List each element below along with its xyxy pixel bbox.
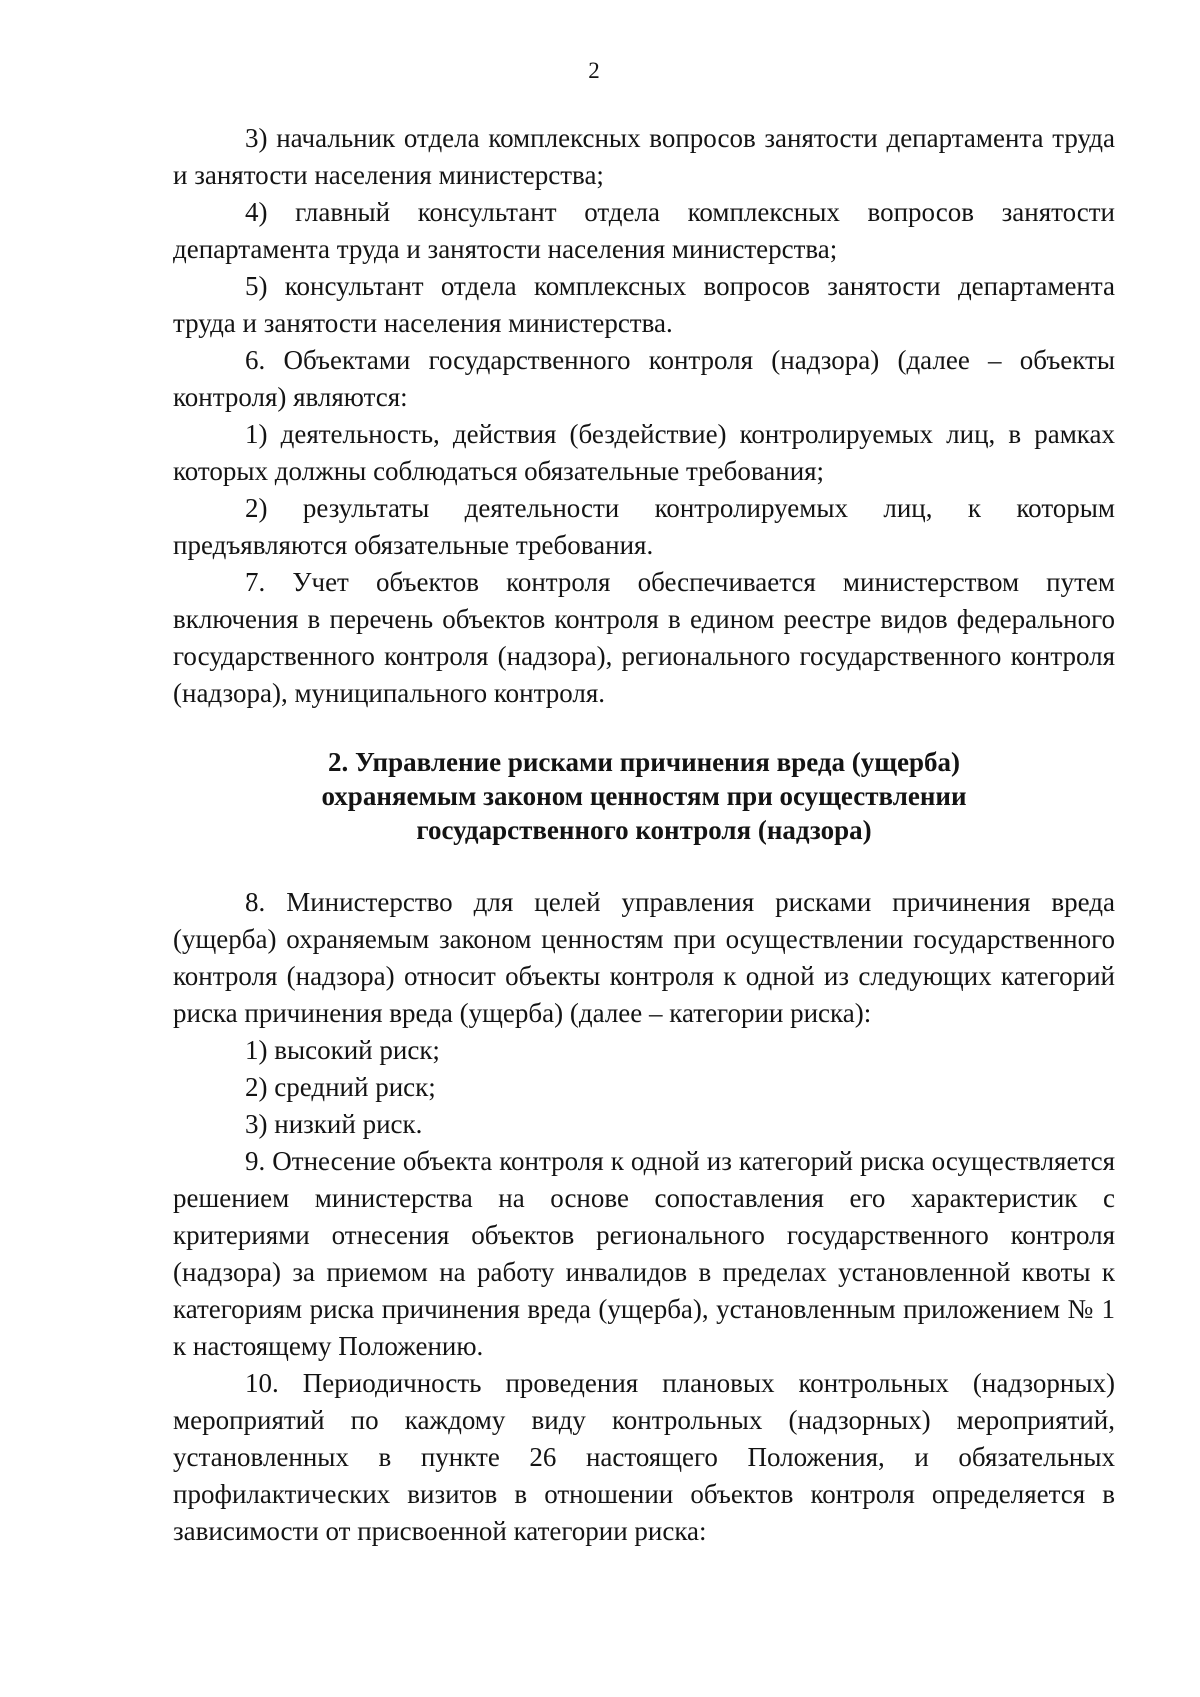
paragraph-item-3: 3) начальник отдела комплексных вопросов занятости департамента труда и занятости населения министерства;: [173, 123, 1115, 190]
section-heading-line-1: 2. Управление рисками причинения вреда (ущерба): [327, 747, 961, 777]
paragraph-risk-low: 3) низкий риск.: [245, 1109, 423, 1139]
paragraph-clause-9: 9. Отнесение объекта контроля к одной из категорий риска осуществляется решением министерства на основе сопоставления его характеристик с критериями отнесения объектов регионального государственного контроля (надзора) за приемом на работу инвалидов в пределах установленной квоты к категориям риска причинения вреда (ущерба), установленным приложением № 1 к настоящему Положению.: [173, 1146, 1115, 1361]
paragraph-clause-7: 7. Учет объектов контроля обеспечивается министерством путем включения в перечень объектов контроля в едином реестре видов федерального государственного контроля (надзора), регионального государственного контроля (надзора), муниципального контроля.: [173, 567, 1115, 708]
paragraph-clause-8: 8. Министерство для целей управления рисками причинения вреда (ущерба) охраняемым законом ценностям при осуществлении государственного контроля (надзора) относит объекты контроля к одной из следующих категорий риска причинения вреда (ущерба) (далее – категории риска):: [173, 887, 1115, 1028]
paragraph-risk-high: 1) высокий риск;: [245, 1035, 440, 1065]
page-number: 2: [588, 58, 600, 83]
document-body: [173, 120, 1115, 1550]
section-heading-line-2: охраняемым законом ценностям при осуществлении: [321, 781, 967, 811]
paragraph-clause-6-item-1: 1) деятельность, действия (бездействие) контролируемых лиц, в рамках которых должны соблюдаться обязательные требования;: [173, 419, 1115, 486]
paragraph-clause-6-item-2: 2) результаты деятельности контролируемых лиц, к которым предъявляются обязательные требования.: [173, 493, 1115, 560]
paragraph-item-5: 5) консультант отдела комплексных вопросов занятости департамента труда и занятости населения министерства.: [173, 271, 1115, 338]
section-heading: [173, 745, 1115, 847]
paragraph-clause-10: 10. Периодичность проведения плановых контрольных (надзорных) мероприятий по каждому виду контрольных (надзорных) мероприятий, установленных в пункте 26 настоящего Положения, и обязательных профилактических визитов в отношении объектов контроля определяется в зависимости от присвоенной категории риска:: [173, 1368, 1115, 1546]
paragraph-item-4: 4) главный консультант отдела комплексных вопросов занятости департамента труда и занятости населения министерства;: [173, 197, 1115, 264]
paragraph-risk-medium: 2) средний риск;: [245, 1072, 436, 1102]
paragraph-clause-6: 6. Объектами государственного контроля (надзора) (далее – объекты контроля) являются:: [173, 345, 1115, 412]
section-heading-line-3: государственного контроля (надзора): [416, 815, 872, 845]
